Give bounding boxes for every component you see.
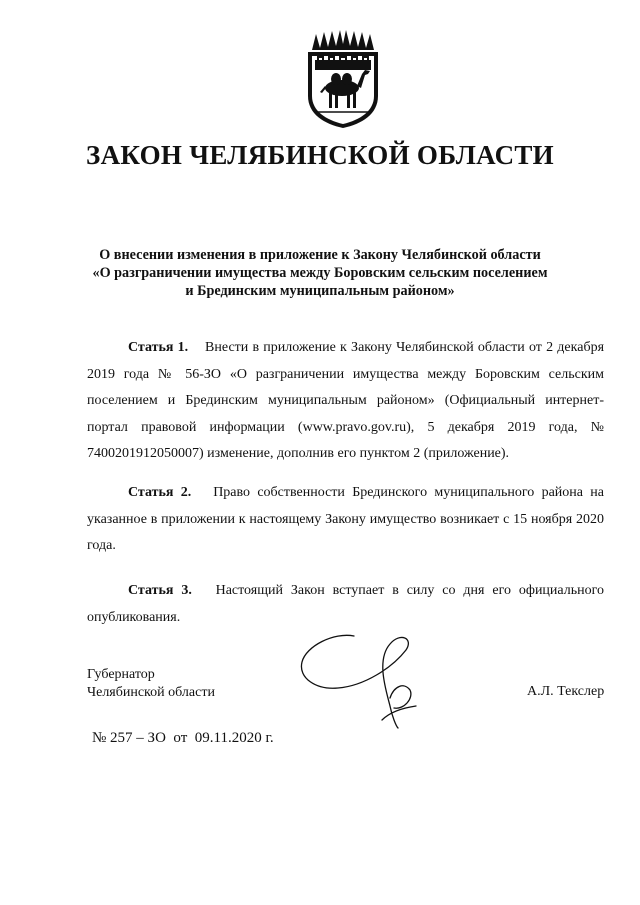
signatory-title: [87, 666, 215, 702]
subtitle-line: «О разграничении имущества между Боровским сельским поселением: [92, 265, 548, 281]
fortress-wall: [315, 60, 371, 70]
article-1: [87, 335, 604, 468]
article-text: Настоящий Закон вступает в силу со дня его официального опубликования.: [87, 583, 605, 625]
article-text: Право собственности Брединского муниципального района на указанное в приложении к настоящему Закону имущество возникает с 15 ноября 2020 года.: [87, 485, 605, 553]
article-label: Статья 1.: [128, 340, 189, 355]
law-subtitle: [60, 246, 580, 300]
signatory-title-line: Губернатор: [87, 667, 155, 682]
article-label: Статья 3.: [128, 583, 192, 598]
article-label: Статья 2.: [128, 485, 192, 500]
law-title: ЗАКОН ЧЕЛЯБИНСКОЙ ОБЛАСТИ: [86, 140, 554, 170]
subtitle-line: О внесении изменения в приложение к Закону Челябинской области: [99, 247, 541, 263]
article-3: [87, 578, 604, 631]
chelyabinsk-coat-of-arms-emblem: [302, 26, 384, 130]
signatory-name: А.Л. Текслер: [527, 684, 605, 699]
signatory-title-line: Челябинской области: [87, 685, 215, 700]
article-2: [87, 480, 604, 560]
crown-leaves: [312, 30, 374, 50]
article-text: Внести в приложение к Закону Челябинской области от 2 декабря 2019 года № 56-ЗО «О разграничении имущества между Боровским сельским поселением и Брединским муниципальным районом» (Официальный интернет-портал правовой информации (www.pravo.gov.ru), 5 декабря 2019 года, № 7400201912050007) изменение, дополнив его пунктом 2 (приложение).: [87, 340, 605, 461]
document-number: № 257 – ЗО от 09.11.2020 г.: [92, 730, 274, 746]
handwritten-signature: [294, 628, 432, 730]
subtitle-line: и Брединским муниципальным районом»: [185, 283, 455, 299]
